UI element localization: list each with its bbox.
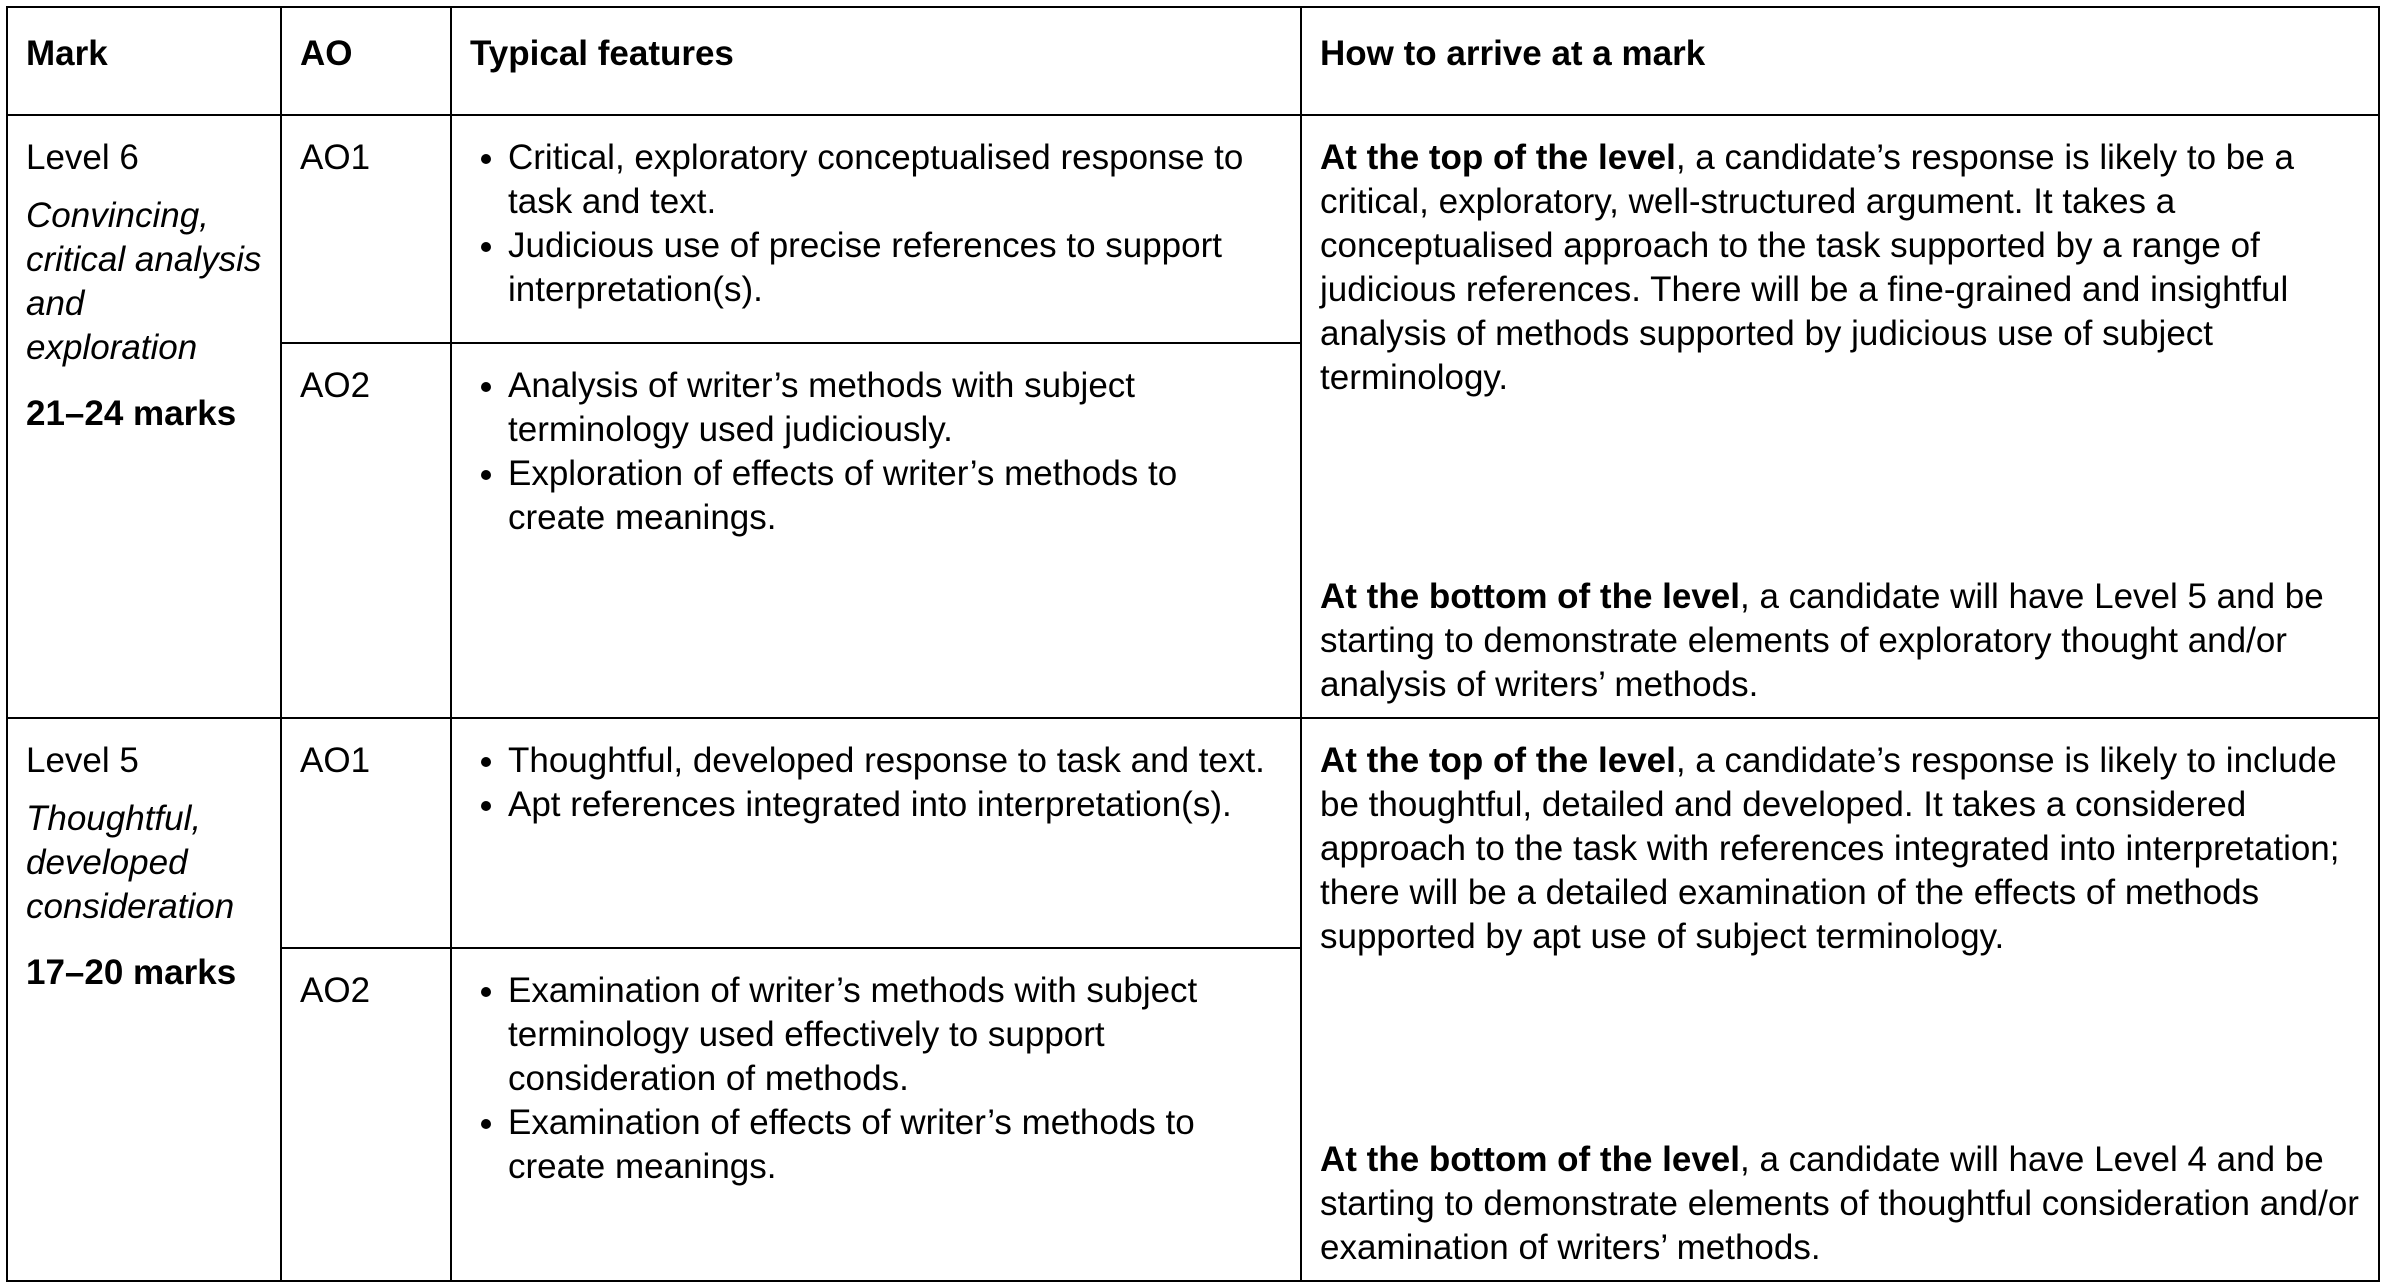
features-list [470,364,1282,540]
level-6-how-cell [1301,115,2379,718]
level-6-mark-cell [7,115,281,718]
feature-item: • Analysis of writer’s methods with subject terminology used judiciously. [508,364,1282,452]
ao-cell: AO1 [281,718,451,948]
header-typical-features: Typical features [451,7,1301,115]
table-row [7,718,2379,948]
level-name: Level 6 [26,138,139,177]
features-cell [451,115,1301,343]
how-top-lead: At the top of the level [1320,138,1676,177]
how-bottom-text: , a candidate will have Level 5 and be starting to demonstrate elements of exploratory thought and/or analysis of writers’ methods. [1320,577,2324,704]
level-marks: 17–20 marks [26,953,237,992]
features-list [470,739,1282,827]
how-bottom-of-level [1320,1138,2360,1270]
how-top-of-level [1320,739,2360,959]
level-descriptor: Thoughtful, developed consideration [26,799,235,926]
how-top-lead: At the top of the level [1320,741,1676,780]
header-mark: Mark [7,7,281,115]
feature-item: • Critical, exploratory conceptualised response to task and text. [508,136,1282,224]
level-name: Level 5 [26,741,139,780]
level-descriptor: Convincing, critical analysis and exploration [26,196,262,367]
feature-item: • Judicious use of precise references to support interpretation(s). [508,224,1282,312]
table-header-row [7,7,2379,115]
level-5-mark-cell [7,718,281,1281]
feature-item: • Examination of writer’s methods with subject terminology used effectively to support consideration of methods. [508,969,1282,1101]
ao-cell: AO1 [281,115,451,343]
features-cell [451,343,1301,718]
features-list [470,136,1282,312]
ao-cell: AO2 [281,948,451,1281]
feature-item: • Examination of effects of writer’s methods to create meanings. [508,1101,1282,1189]
table-row [7,115,2379,343]
header-how-to-arrive: How to arrive at a mark [1301,7,2379,115]
feature-item: • Exploration of effects of writer’s methods to create meanings. [508,452,1282,540]
ao-cell: AO2 [281,343,451,718]
feature-item: • Thoughtful, developed response to task and text. [508,739,1282,783]
how-bottom-lead: At the bottom of the level [1320,1140,1740,1179]
feature-item: • Apt references integrated into interpretation(s). [508,783,1282,827]
level-marks: 21–24 marks [26,394,237,433]
how-top-text: , a candidate’s response is likely to include be thoughtful, detailed and developed. It takes a considered approach to the task with references integrated into interpretation; there will be a detailed examination of the effects of methods supported by apt use of subject terminology. [1320,741,2340,956]
how-top-of-level [1320,136,2360,400]
how-bottom-of-level [1320,575,2360,707]
features-list [470,969,1282,1189]
how-bottom-text: , a candidate will have Level 4 and be starting to demonstrate elements of thoughtful consideration and/or examination of writers’ methods. [1320,1140,2359,1267]
how-bottom-lead: At the bottom of the level [1320,577,1740,616]
mark-scheme-table [6,6,2380,1282]
level-5-how-cell [1301,718,2379,1281]
how-top-text: , a candidate’s response is likely to be a critical, exploratory, well-structured argument. It takes a conceptualised approach to the task supported by a range of judicious references. There will be a fine-grained and insightful analysis of methods supported by judicious use of subject terminology. [1320,138,2294,397]
header-ao: AO [281,7,451,115]
features-cell [451,718,1301,948]
features-cell [451,948,1301,1281]
